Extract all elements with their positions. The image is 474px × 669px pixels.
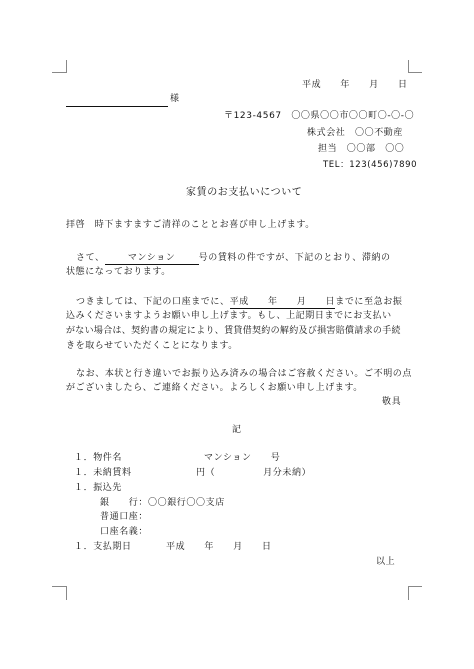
ki-heading: 記 <box>232 425 242 435</box>
item-property-value: マンション 号 <box>204 453 281 463</box>
account-type-line: 普通口座： <box>100 512 149 522</box>
recipient-suffix: 様 <box>170 94 180 104</box>
paragraph3-line2: がございましたら、ご連絡ください。よろしくお願い申し上げます。 <box>66 383 363 393</box>
crop-mark-bottom-left-h <box>52 586 66 587</box>
payment-deadline-field: 平成 年 月 日 <box>229 297 336 307</box>
crop-mark-top-right-h <box>408 72 422 73</box>
item-due-date-value: 平成 年 月 日 <box>166 542 272 552</box>
bank-line: 銀 行：〇〇銀行〇〇支店 <box>100 498 225 508</box>
item-transfer-label: １．振込先 <box>74 483 123 493</box>
paragraph2-prefix: つきましては、下記の口座までに、 <box>76 297 230 307</box>
item-due-date-label: １．支払期日 <box>74 542 132 552</box>
paragraph1-prefix: さて、 <box>76 253 105 263</box>
paragraph2-line3: がない場合は、契約書の規定により、賃貸借契約の解約及び損害賠償請求の手続 <box>66 326 401 336</box>
crop-mark-top-right-v <box>408 60 409 73</box>
end-ijou: 以上 <box>376 557 396 567</box>
paragraph2-suffix: までに至急お振 <box>335 297 403 307</box>
paragraph1-line2: 状態になっております。 <box>66 267 171 277</box>
paragraph1-suffix: 号の賃料の件ですが、下記のとおり、滞納の <box>198 253 391 263</box>
property-name-field: マンション <box>105 253 199 265</box>
crop-mark-bottom-right-h <box>408 586 422 587</box>
sender-company: 株式会社 〇〇不動産 <box>307 128 404 138</box>
item-unpaid-rent-label: １．未納賃料 <box>74 468 132 478</box>
crop-mark-top-left-h <box>52 72 66 73</box>
paragraph1-line1 <box>76 253 391 265</box>
greeting-line: 拝啓 時下ますますご清祥のこととお喜び申し上げます。 <box>66 220 315 230</box>
date-line: 平成 年 月 日 <box>302 80 408 90</box>
sender-address: 〒123-4567 〇〇県〇〇市〇〇町〇-〇-〇 <box>224 111 415 121</box>
closing-keigu: 敬具 <box>382 397 402 407</box>
account-name-line: 口座名義： <box>100 527 149 537</box>
crop-mark-bottom-right-v <box>408 586 409 600</box>
paragraph3-line1: なお、本状と行き違いでお振り込み済みの場合はご容赦ください。ご不明の点 <box>76 369 413 379</box>
document-title: 家賃のお支払いについて <box>186 187 303 198</box>
crop-mark-bottom-left-v <box>66 586 67 600</box>
recipient-name-blank <box>66 106 168 107</box>
sender-person: 担当 〇〇部 〇〇 <box>318 144 405 154</box>
item-property-label: １．物件名 <box>74 453 123 463</box>
paragraph2-line1 <box>76 297 402 309</box>
item-unpaid-rent-value: 円（ 月分未納） <box>196 468 312 478</box>
sender-tel: TEL：123(456)7890 <box>323 160 418 170</box>
paragraph2-line2: 込みくださいますようお願い申し上げます。もし、上記期日までにお支払い <box>66 311 392 321</box>
paragraph2-line4: きを取らせていただくことになります。 <box>66 341 238 351</box>
crop-mark-top-left-v <box>66 60 67 73</box>
